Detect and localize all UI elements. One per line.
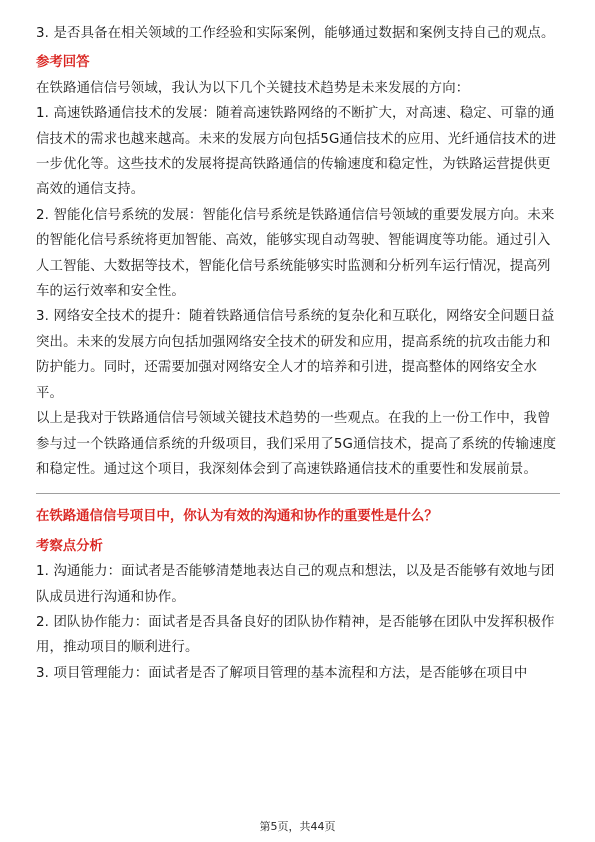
section-divider	[36, 493, 560, 494]
answer-item-2: 2. 智能化信号系统的发展：智能化信号系统是铁路通信信号领域的重要发展方向。未来的智能化信号系统将更加智能、高效，能够实现自动驾驶、智能调度等功能。通过引入人工智能、大数据等技术，智能化信号系统能够实时监测和分析列车运行情况，提高列车的运行效率和安全性。	[36, 207, 555, 300]
analysis-item-3: 3. 项目管理能力：面试者是否了解项目管理的基本流程和方法，是否能够在项目中	[36, 665, 528, 681]
reference-answer-heading: 参考回答	[36, 55, 90, 71]
page-footer: 第5页，共44页	[259, 820, 336, 833]
answer-item-3: 3. 网络安全技术的提升：随着铁路通信信号系统的复杂化和互联化，网络安全问题日益突出。未来的发展方向包括加强网络安全技术的研发和应用，提高系统的抗攻击能力和防护能力。同时，还需要加强对网络安全人才的培养和引进，提高整体的网络安全水平。	[36, 309, 555, 401]
answer-intro: 在铁路通信信号领域，我认为以下几个关键技术趋势是未来发展的方向：	[36, 80, 470, 96]
analysis-heading: 考察点分析	[36, 538, 103, 554]
analysis-item-2: 2. 团队协作能力：面试者是否具备良好的团队协作精神，是否能够在团队中发挥积极作用，推动项目的顺利进行。	[36, 614, 555, 656]
answer-item-1: 1. 高速铁路通信技术的发展：随着高速铁路网络的不断扩大，对高速、稳定、可靠的通信技术的需求也越来越高。未来的发展方向包括5G通信技术的应用、光纤通信技术的进一步优化等。这些技术的发展将提高铁路通信的传输速度和稳定性，为铁路运营提供更高效的通信支持。	[36, 106, 557, 198]
document-page	[36, 0, 560, 686]
analysis-item-1: 1. 沟通能力：面试者是否能够清楚地表达自己的观点和想法，以及是否能够有效地与团队成员进行沟通和协作。	[36, 564, 555, 605]
question-title: 在铁路通信信号项目中，你认为有效的沟通和协作的重要性是什么？	[36, 509, 438, 525]
answer-conclusion: 以上是我对于铁路通信信号领域关键技术趋势的一些观点。在我的上一份工作中，我曾参与过一个铁路通信系统的升级项目，我们采用了5G通信技术，提高了系统的传输速度和稳定性。通过这个项目，我深刻体会到了高速铁路通信技术的重要性和发展前景。	[36, 411, 557, 477]
criteria-item-3: 3. 是否具备在相关领域的工作经验和实际案例，能够通过数据和案例支持自己的观点。	[36, 26, 555, 41]
